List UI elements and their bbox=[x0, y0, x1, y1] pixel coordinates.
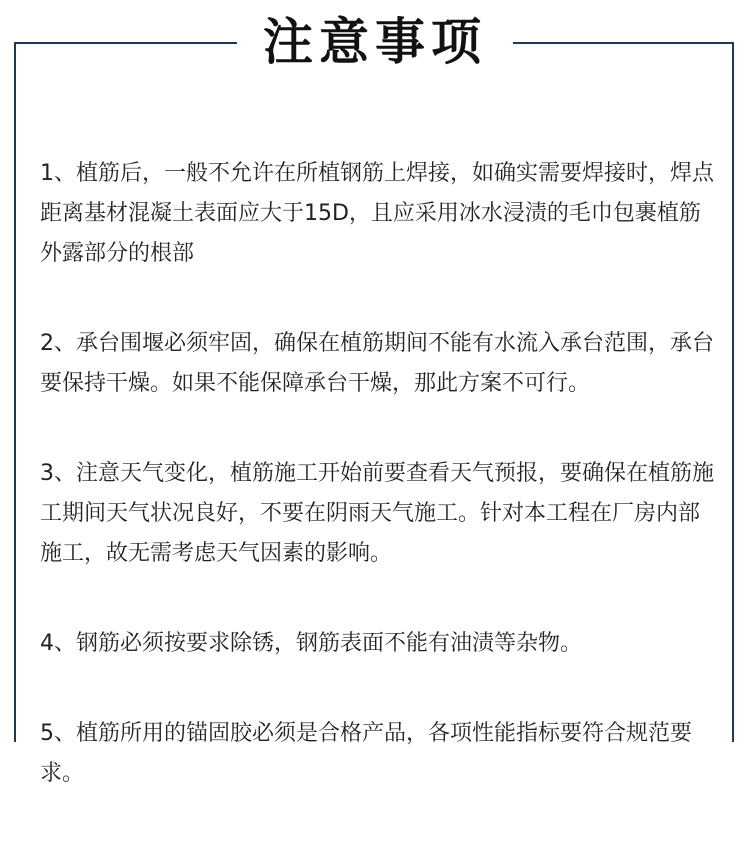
page-title: 注意事项 bbox=[237, 0, 513, 84]
notice-item-4: 4、钢筋必须按要求除锈，钢筋表面不能有油渍等杂物。 bbox=[40, 631, 582, 656]
title-bar bbox=[0, 0, 750, 84]
notice-item-5: 5、植筋所用的锚固胶必须是合格产品，各项性能指标要符合规范要求。 bbox=[40, 721, 692, 786]
notice-item-2: 2、承台围堰必须牢固，确保在植筋期间不能有水流入承台范围，承台要保持干燥。如果不能保障承台干燥，那此方案不可行。 bbox=[40, 331, 714, 396]
notice-item-1: 1、植筋后，一般不允许在所植钢筋上焊接，如确实需要焊接时，焊点距离基材混凝土表面应大于15D，且应采用冰水浸渍的毛巾包裹植筋外露部分的根部 bbox=[40, 161, 714, 266]
notice-item-3: 3、注意天气变化，植筋施工开始前要查看天气预报，要确保在植筋施工期间天气状况良好，不要在阴雨天气施工。针对本工程在厂房内部施工，故无需考虑天气因素的影响。 bbox=[40, 461, 714, 566]
notice-list bbox=[40, 154, 716, 844]
